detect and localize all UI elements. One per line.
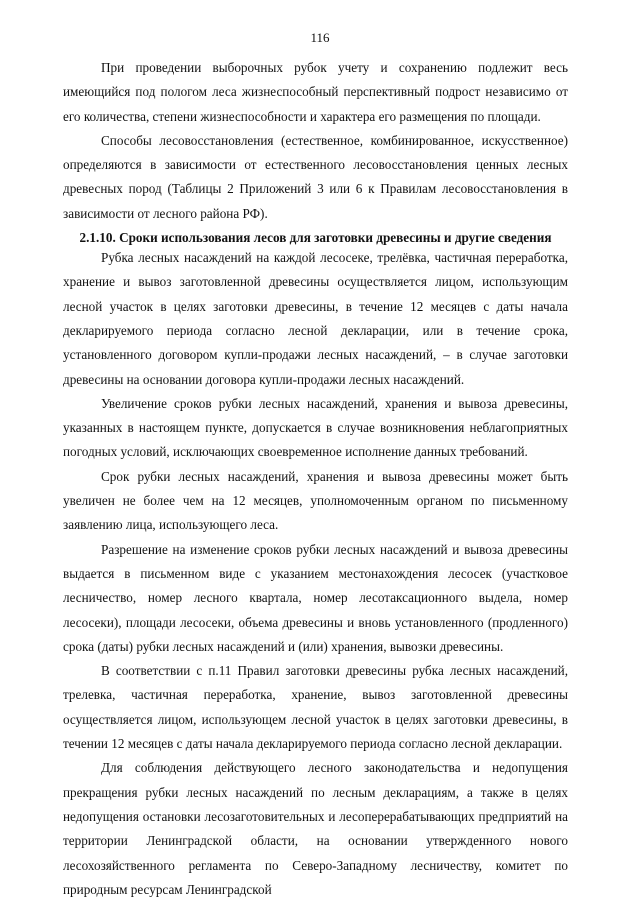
paragraph: В соответствии с п.11 Правил заготовки древесины рубка лесных насаждений, трелевка, частичная переработка, хранение, вывоз заготовленной древесины осуществляется лицом, использующем лесной участок в целях заготовки древесины, в течении 12 месяцев с даты начала декларируемого периода согласно лесной декларации. [63,663,568,752]
paragraph: Для соблюдения действующего лесного законодательства и недопущения прекращения рубки лесных насаждений по лесным декларациям, а также в целях недопущения остановки лесозаготовительных и лесоперерабатывающих предприятий на территории Ленинградской области, на основании утвержденного нового лесохозяйственного регламента по Северо-Западному лесничеству, комитет по природным ресурсам Ленинградской [63,760,568,897]
paragraph: Способы лесовосстановления (естественное, комбинированное, искусственное) определяются в зависимости от естественного лесовосстановления ценных лесных древесных пород (Таблицы 2 Приложений 3 или 6 к Правилам лесовосстановления в зависимости от лесного района РФ). [63,132,568,221]
section-heading: 2.1.10. Сроки использования лесов для заготовки древесины и другие сведения [79,230,552,246]
document-body [63,56,568,902]
paragraph: При проведении выборочных рубок учету и сохранению подлежит весь имеющийся под пологом леса жизнеспособный перспективный подрост независимо от его количества, степени жизнеспособности и характера его размещения по площади. [63,60,568,124]
paragraph: Увеличение сроков рубки лесных насаждений, хранения и вывоза древесины, указанных в настоящем пункте, допускается в случае возникновения неблагоприятных погодных условий, исключающих своевременное исполнение данных требований. [63,395,568,460]
page-number: 116 [310,30,330,45]
paragraph: Рубка лесных насаждений на каждой лесосеке, трелёвка, частичная переработка, хранение и вывоз заготовленной древесины осуществляется лицом, использующим лесной участок в целях заготовки древесины, в течение 12 месяцев с даты начала декларируемого периода согласно лесной декларации, или в течение срока, установленного договором купли-продажи лесных насаждений, – в случае заготовки древесины на основании договора купли-продажи лесных насаждений. [63,250,568,387]
paragraph: Срок рубки лесных насаждений, хранения и вывоза древесины может быть увеличен не более чем на 12 месяцев, уполномоченным органом по письменному заявлению лица, использующего леса. [63,468,568,533]
paragraph: Разрешение на изменение сроков рубки лесных насаждений и вывоза древесины выдается в письменном виде с указанием местонахождения лесосек (участковое лесничество, номер лесного квартала, номер лесотаксационного выдела, номер лесосеки), площади лесосеки, объема древесины и вновь установленного (продленного) срока (даты) рубки лесных насаждений и (или) хранения, вывозки древесины. [63,541,568,654]
